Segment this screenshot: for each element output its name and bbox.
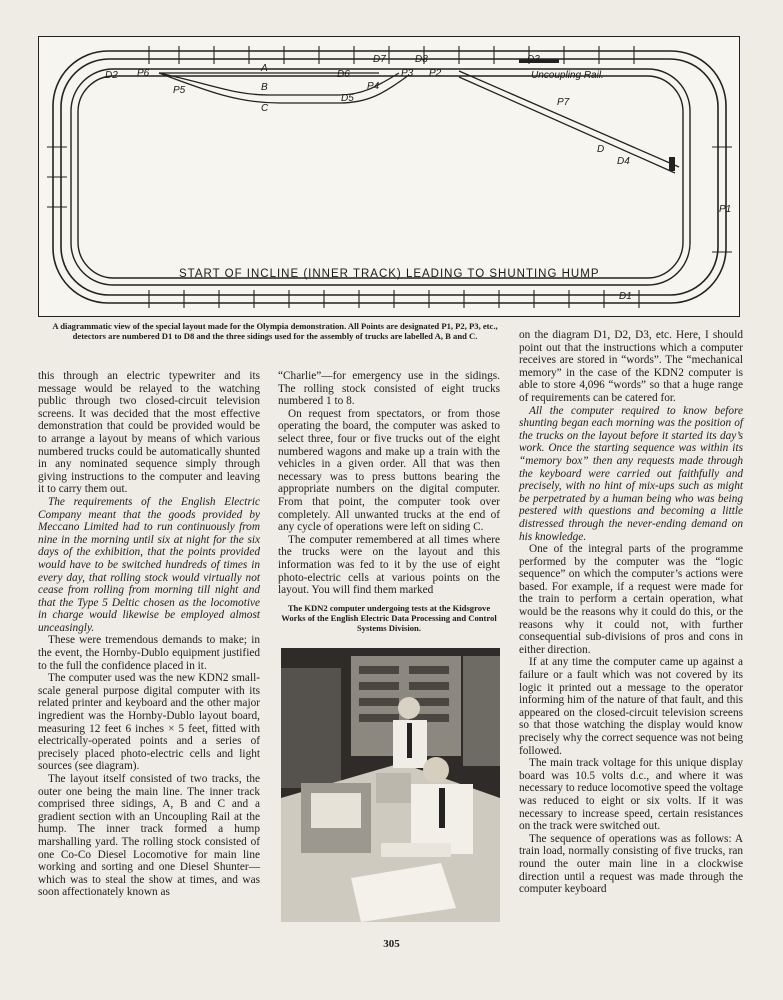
label-d7: D7 [373,54,386,65]
paragraph-italic: All the computer required to know before shunting began each morning was the position of the trucks on the layout before it started its day’s work. Once the starting sequence was within its “memory box” then any requests made through the keyboard were carried out faithfully and precisely, with no hint of mix-ups such as might be perpetrated by a human being who was being pestered with questions and becoming a little distressed through the never-ending demand on his knowledge. [519,404,743,543]
hump-spur [459,71,679,167]
computer-photo [281,648,500,922]
paragraph: One of the integral parts of the programme performed by the computer was the “logic sequence” on which the computer’s actions were based. For example, if a request were made for the train to perform a certain operation, what would be the reasons why it could do this, or the reasons why it could not, with further consequential sub-divisions of pros and cons in either direction. [519,543,743,656]
buffer-stop [669,157,675,171]
label-d4: D4 [617,156,630,167]
paragraph: “Charlie”—for emergency use in the sidings. The rolling stock consisted of eight trucks numbered 1 to 8. [278,370,500,408]
text-column-2 [278,370,500,633]
text-column-1 [38,370,260,899]
paragraph: this through an electric typewriter and its message would be relayed to the watching public through two closed-circuit television screens. It was decided that the most effective demonstration that could be provided would be to arrange a layout by means of which various numbered trucks could be automatically shunted in any nominated sequence simply through giving instructions to the computer and leaving it to carry them out. [38,370,260,496]
figure-caption: A diagrammatic view of the special layout made for the Olympia demonstration. All Points are designated P1, P2, P3, etc., detectors are numbered D1 to D8 and the three sidings used for the assembly of trucks are labelled A, B and C. [52,321,498,341]
track-diagram-svg [39,37,741,318]
outer-track-inner-rail [61,59,718,295]
label-siding-c: C [261,103,269,114]
paragraph: If at any time the computer came up against a failure or a fault which was not covered by its logic it printed out a message to the operator informing him of the nature of that fault, and this appeared on the closed-circuit television screens so that those watching the display would know precisely why the correct sequence was not being followed. [519,656,743,757]
label-d2: D2 [105,70,118,81]
label-p6: P6 [137,68,150,79]
label-d6: D6 [337,69,350,80]
paragraph: The computer used was the new KDN2 small-scale general purpose digital computer with its related printer and keyboard and the other major ingredient was the Hornby-Dublo layout board, measuring 12 feet 6 inches × 5 feet, fitted with electrically-operated points and a series of precisely placed photo-electric cells and light sources (see diagram). [38,672,260,773]
label-d5: D5 [341,93,354,104]
label-p2: P2 [429,68,442,79]
label-d: D [597,144,605,155]
label-p5: P5 [173,85,186,96]
page-number: 305 [383,938,400,950]
paragraph: The computer remembered at all times where the trucks were on the layout and this information was fed to it by the use of eight photo-electric cells at various points on the layout. You will find them marked [278,533,500,597]
label-siding-a: A [261,63,268,74]
label-p3: P3 [401,68,414,79]
label-p1: P1 [719,204,732,215]
label-d3: D3 [527,54,540,65]
label-d1: D1 [619,291,632,302]
computer-photo-svg [281,648,500,922]
inner-track-outer-rail [71,69,690,285]
paragraph-italic: The requirements of the English Electric Company meant that the goods provided by Meccano Limited had to run continuously from nine in the morning until six at night for the six days of the exhibition, that the points provided would have to be switched hundreds of times in every day, that rolling stock would virtually not cease from rolling from morning till night and that the Type 5 Deltic chosen as the locomotive in charge would likewise be employed almost unceasingly. [38,495,260,634]
layout-diagram [38,36,740,317]
paragraph: The sequence of operations was as follows: A train load, normally consisting of five trucks, ran round the outer main line in a clockwise direction until a request was made through the computer keyboard [519,832,743,896]
paragraph: The main track voltage for this unique display board was 10.5 volts d.c., and where it was necessary to reduce locomotive speed the voltage was reduced to eight or six volts. If it was necessary to increase speed, certain resistances on the track were switched out. [519,757,743,833]
label-uncoupling-rail: Uncoupling Rail. [531,70,604,81]
paragraph: On request from spectators, or from those operating the board, the computer was asked to select three, four or five trucks out of the eight numbered wagons and make up a train with the vehicles in a given order. All that was then necessary was to press buttons bearing the appropriate numbers on the digital computer. From that point, the computer took over completely. All unwanted trucks at the end of any cycle of operations were left on siding C. [278,407,500,534]
paragraph: The layout itself consisted of two tracks, the outer one being the main line. The inner track comprised three sidings, A, B and C and a gradient section with an Uncoupling Rail at the hump. The inner track formed a hump marshalling yard. The rolling stock consisted of one Co-Co Diesel Locomotive for main line working and sorting and one Diesel Shunter—which was to steal the show at times, and was soon affectionately known as [38,773,260,899]
label-siding-b: B [261,82,268,93]
label-p4: P4 [367,81,380,92]
photo-caption: The KDN2 computer undergoing tests at the Kidsgrove Works of the English Electric Data Processing and Control Systems Division. [281,602,497,633]
label-p7: P7 [557,97,570,108]
label-d8: D8 [415,54,428,65]
text-column-3 [519,329,743,896]
inner-track-inner-rail [78,76,683,278]
paragraph: These were tremendous demands to make; in the event, the Hornby-Dublo equipment justified to the full the confidence placed in it. [38,634,260,672]
hump-spur-rail [459,77,675,173]
paragraph: on the diagram D1, D2, D3, etc. Here, I should point out that the instructions which a computer receives are stored in “words”. The “mechanical memory” in the case of the KDN2 computer is able to store 4,096 “words” so that a huge range of requirements can be catered for. [519,329,743,404]
incline-label: START OF INCLINE (INNER TRACK) LEADING TO SHUNTING HUMP [179,268,600,280]
